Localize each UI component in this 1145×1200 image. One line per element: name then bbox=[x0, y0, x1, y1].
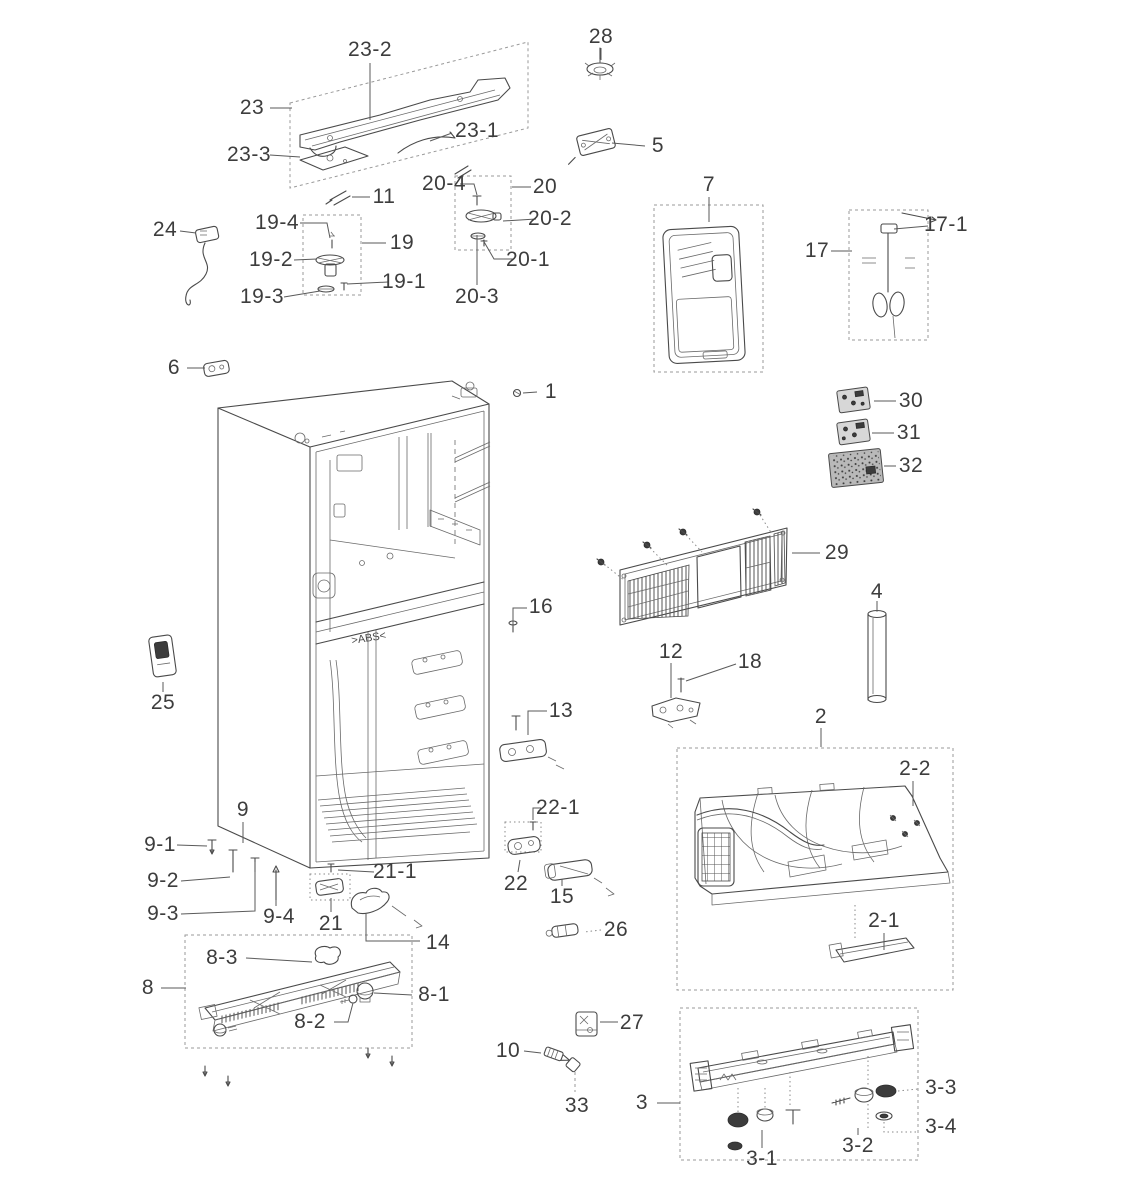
part-13-bracket bbox=[499, 716, 564, 769]
part-label-2-2: 2-2 bbox=[899, 757, 931, 780]
cover-handle bbox=[712, 254, 732, 281]
part-label-30: 30 bbox=[898, 389, 924, 412]
part-label-3-1: 3-1 bbox=[746, 1147, 778, 1170]
part-label-29: 29 bbox=[824, 541, 850, 564]
part-label-19-3: 19-3 bbox=[239, 285, 285, 308]
box-23 bbox=[290, 42, 528, 188]
part-23-3-plate bbox=[300, 147, 368, 170]
part-label-20-1: 20-1 bbox=[505, 248, 551, 271]
part-label-2: 2 bbox=[814, 705, 828, 728]
part-26-damper bbox=[545, 923, 578, 938]
screw-1 bbox=[514, 390, 522, 397]
part-label-14: 14 bbox=[425, 931, 451, 954]
part-label-9-2: 9-2 bbox=[147, 869, 179, 892]
condenser-floor bbox=[318, 788, 477, 842]
cabinet bbox=[218, 381, 490, 868]
part-label-9-1: 9-1 bbox=[144, 833, 176, 856]
part-label-7: 7 bbox=[702, 173, 716, 196]
part-label-19-2: 19-2 bbox=[248, 248, 294, 271]
part-label-20-4: 20-4 bbox=[421, 172, 467, 195]
part-8-3-clip bbox=[315, 946, 340, 964]
part-label-16: 16 bbox=[528, 595, 554, 618]
part-label-23-2: 23-2 bbox=[347, 38, 393, 61]
part-29-grille bbox=[597, 509, 787, 625]
part-label-27: 27 bbox=[619, 1011, 645, 1034]
part-label-22: 22 bbox=[503, 872, 529, 895]
part-8-loose-screws bbox=[203, 1048, 394, 1086]
part-label-12: 12 bbox=[658, 640, 684, 663]
part-10-fitting bbox=[544, 1047, 572, 1064]
part-label-31: 31 bbox=[896, 421, 922, 444]
part-label-25: 25 bbox=[150, 691, 176, 714]
part-21-latch bbox=[315, 864, 344, 896]
part-label-23: 23 bbox=[239, 96, 265, 119]
part-3-3-nut bbox=[876, 1085, 896, 1097]
part-19-1-screw bbox=[341, 283, 347, 290]
part-label-21: 21 bbox=[318, 912, 344, 935]
part-label-18: 18 bbox=[737, 650, 763, 673]
part-4-tube bbox=[868, 604, 886, 703]
part-label-9: 9 bbox=[236, 798, 250, 821]
part-label-21-1: 21-1 bbox=[372, 860, 418, 883]
top-hinge-left bbox=[295, 431, 345, 443]
part-label-8-3: 8-3 bbox=[206, 946, 238, 969]
pcb-30 bbox=[837, 387, 871, 413]
pcb-32 bbox=[828, 448, 883, 487]
part-label-23-1: 23-1 bbox=[454, 119, 500, 142]
box-3 bbox=[680, 1008, 918, 1160]
part-label-13: 13 bbox=[548, 699, 574, 722]
part-label-2-1: 2-1 bbox=[868, 909, 900, 932]
part-label-5: 5 bbox=[651, 134, 665, 157]
part-label-10: 10 bbox=[495, 1039, 521, 1062]
part-label-4: 4 bbox=[870, 580, 884, 603]
part-label-20-3: 20-3 bbox=[454, 285, 500, 308]
part-5-bracket bbox=[563, 128, 618, 164]
part-label-26: 26 bbox=[603, 918, 629, 941]
part-7-evap-cover bbox=[663, 226, 746, 364]
part-3-2-screw bbox=[832, 1088, 873, 1105]
part-label-17-1: 17-1 bbox=[923, 213, 969, 236]
part-label-23-3: 23-3 bbox=[226, 143, 272, 166]
part-label-8-1: 8-1 bbox=[418, 983, 450, 1006]
part-label-33: 33 bbox=[564, 1094, 590, 1117]
part-label-19-1: 19-1 bbox=[381, 270, 427, 293]
part-6-bumper bbox=[203, 360, 230, 377]
part-label-11: 11 bbox=[372, 185, 396, 208]
part-25-switch bbox=[148, 635, 176, 678]
part-3-1-grommets bbox=[728, 1109, 800, 1150]
part-label-3-3: 3-3 bbox=[925, 1076, 957, 1099]
part-27-clip bbox=[576, 1012, 597, 1036]
part-label-1: 1 bbox=[544, 380, 558, 403]
part-label-17: 17 bbox=[804, 239, 830, 262]
part-label-3: 3 bbox=[635, 1091, 649, 1114]
part-label-8-2: 8-2 bbox=[294, 1010, 326, 1033]
part-label-15: 15 bbox=[549, 885, 575, 908]
part-2-2-screws bbox=[890, 815, 920, 837]
part-label-20-2: 20-2 bbox=[527, 207, 573, 230]
part-label-28: 28 bbox=[588, 25, 614, 48]
part-3-front-rail bbox=[690, 1025, 913, 1150]
part-label-6: 6 bbox=[167, 356, 181, 379]
part-label-32: 32 bbox=[898, 454, 924, 477]
part-24-power-cord bbox=[186, 226, 220, 305]
part-14-hook bbox=[351, 888, 422, 928]
screw-28 bbox=[585, 48, 615, 80]
part-label-3-4: 3-4 bbox=[925, 1115, 957, 1138]
part-label-8: 8 bbox=[141, 976, 155, 999]
part-12-bracket bbox=[652, 678, 700, 728]
part-label-24: 24 bbox=[152, 218, 178, 241]
part-label-20: 20 bbox=[532, 175, 558, 198]
top-hinge-right bbox=[452, 382, 477, 399]
part-label-19-4: 19-4 bbox=[254, 211, 300, 234]
part-label-22-1: 22-1 bbox=[535, 796, 581, 819]
part-label-9-4: 9-4 bbox=[263, 905, 295, 928]
part-19-valve bbox=[316, 232, 347, 292]
lower-brackets bbox=[411, 650, 469, 765]
part-label-19: 19 bbox=[389, 231, 415, 254]
part-2-1-rail bbox=[829, 938, 914, 962]
part-2-drain-tray bbox=[695, 784, 950, 962]
part-11-clip bbox=[326, 191, 350, 205]
abs-marking: >ABS< bbox=[350, 629, 387, 647]
part-label-9-3: 9-3 bbox=[147, 902, 179, 925]
pcb-31 bbox=[837, 419, 871, 445]
part-22-bracket bbox=[507, 822, 541, 855]
part-label-3-2: 3-2 bbox=[842, 1134, 874, 1157]
